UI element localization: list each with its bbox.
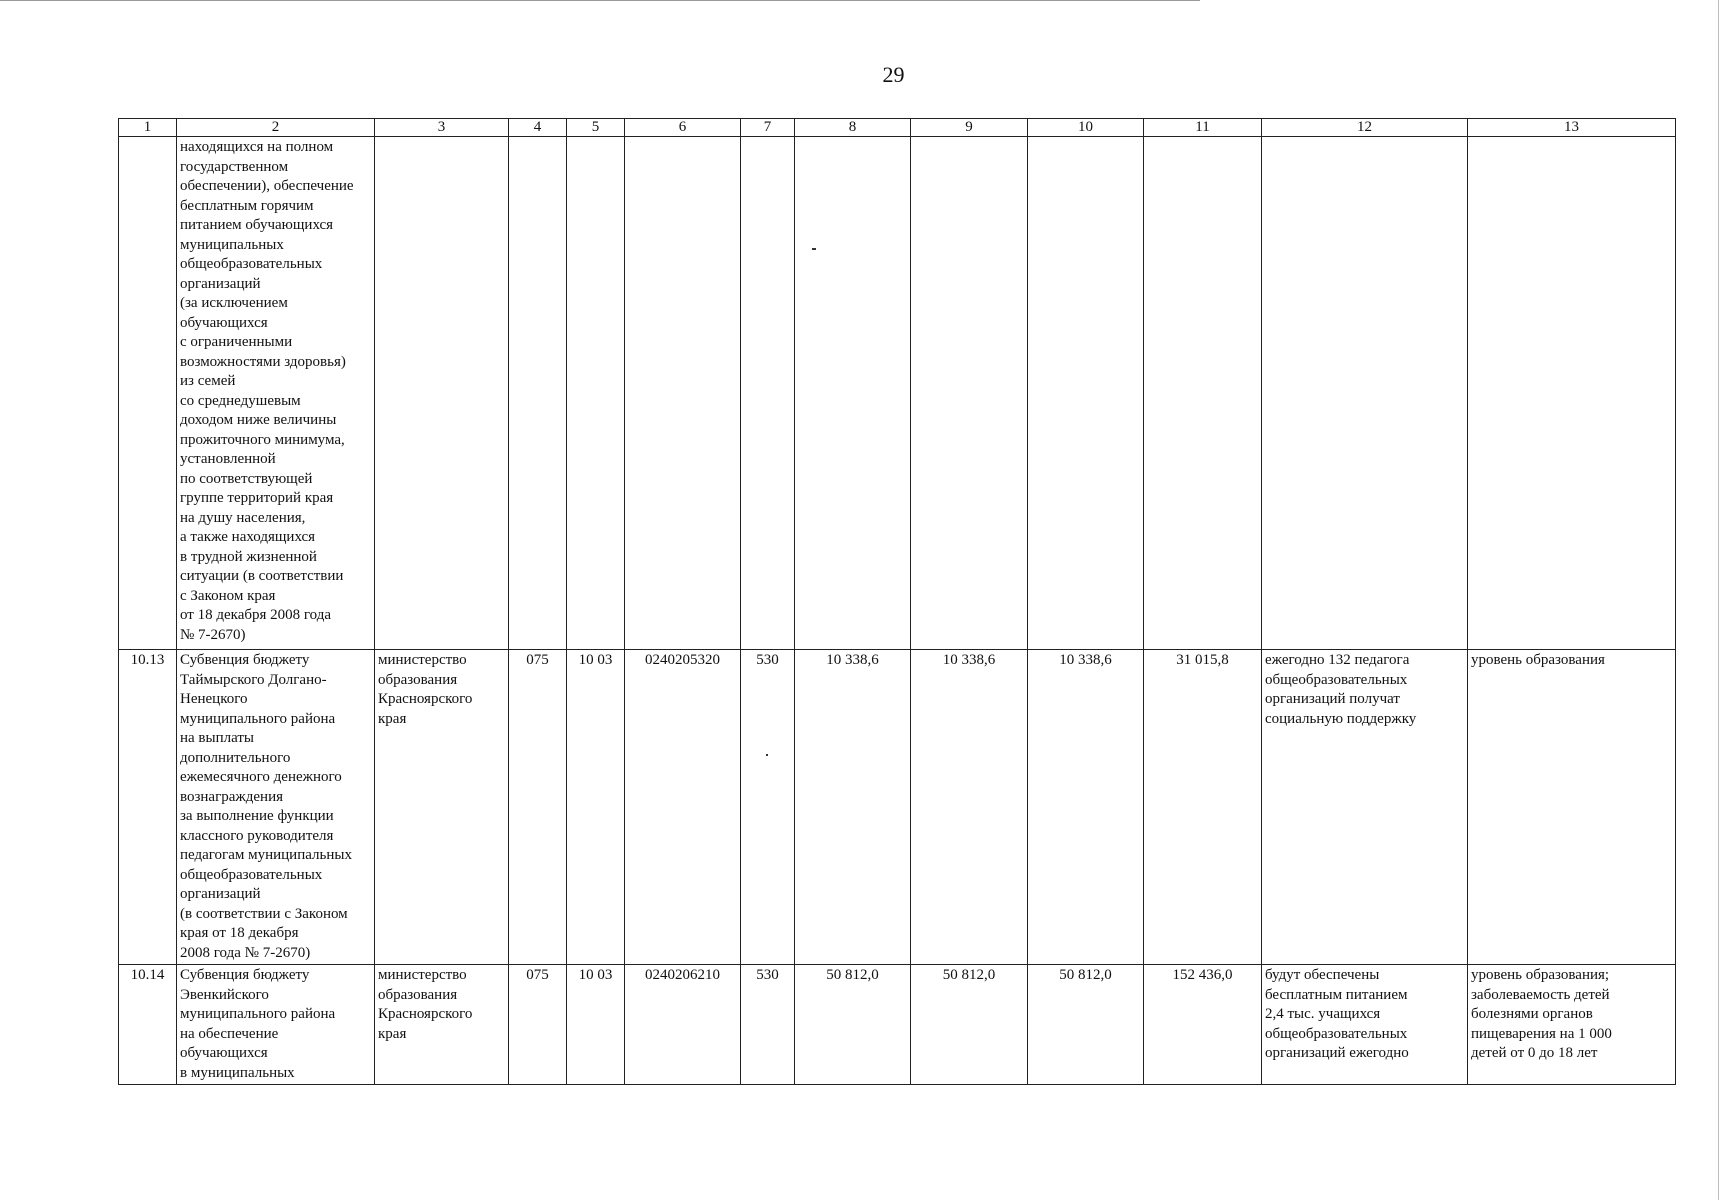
year2-cell: 50 812,0 xyxy=(911,965,1028,1085)
year3-cell xyxy=(1028,137,1144,650)
vr-cell: 530 xyxy=(741,965,795,1085)
year1-cell: 10 338,6 xyxy=(795,650,911,965)
administrator-cell xyxy=(375,137,509,650)
vr-cell xyxy=(741,137,795,650)
header-cell-12: 12 xyxy=(1262,119,1468,137)
indicator-cell: уровень образования xyxy=(1468,650,1676,965)
csr-cell: 0240206210 xyxy=(625,965,741,1085)
row-number-cell: 10.14 xyxy=(119,965,177,1085)
header-cell-2: 2 xyxy=(177,119,375,137)
header-cell-13: 13 xyxy=(1468,119,1676,137)
measure-name-cell: Субвенция бюджету Таймырского Долгано- Ненецкого муниципального района на выплаты дополнительного ежемесячного денежного вознаграждения за выполнение функции классного руководителя педагогам муниципальных общеобразовательных организаций (в соответствии с Законом края от 18 декабря 2008 года № 7-2670) xyxy=(177,650,375,965)
header-cell-8: 8 xyxy=(795,119,911,137)
year3-cell: 50 812,0 xyxy=(1028,965,1144,1085)
scan-edge-top xyxy=(0,0,1200,1)
measure-name-cell: находящихся на полном государственном обеспечении), обеспечение бесплатным горячим питанием обучающихся муниципальных общеобразовательных организаций (за исключением обучающихся с ограниченными возможностями здоровья) из семей со среднедушевым доходом ниже величины прожиточного минимума, установленной по соответствующей группе территорий края на душу населения, а также находящихся в трудной жизненной ситуации (в соответствии с Законом края от 18 декабря 2008 года № 7-2670) xyxy=(177,137,375,650)
table-row-10-14 xyxy=(119,965,1676,1085)
csr-cell: 0240205320 xyxy=(625,650,741,965)
row-number-cell: 10.13 xyxy=(119,650,177,965)
year2-cell xyxy=(911,137,1028,650)
grbs-cell: 075 xyxy=(509,965,567,1085)
total-cell: 31 015,8 xyxy=(1144,650,1262,965)
header-cell-3: 3 xyxy=(375,119,509,137)
administrator-cell: министерство образования Красноярского края xyxy=(375,650,509,965)
indicator-cell: уровень образования; заболеваемость детей болезнями органов пищеварения на 1 000 детей от 0 до 18 лет xyxy=(1468,965,1676,1085)
rzpr-cell: 10 03 xyxy=(567,650,625,965)
row-number-cell xyxy=(119,137,177,650)
header-cell-7: 7 xyxy=(741,119,795,137)
table-row-continued xyxy=(119,137,1676,650)
budget-table xyxy=(118,118,1676,1085)
header-cell-1: 1 xyxy=(119,119,177,137)
header-cell-9: 9 xyxy=(911,119,1028,137)
vr-cell: 530 xyxy=(741,650,795,965)
year3-cell: 10 338,6 xyxy=(1028,650,1144,965)
year1-cell: 50 812,0 xyxy=(795,965,911,1085)
total-cell: 152 436,0 xyxy=(1144,965,1262,1085)
rzpr-cell xyxy=(567,137,625,650)
header-cell-6: 6 xyxy=(625,119,741,137)
csr-cell xyxy=(625,137,741,650)
rzpr-cell: 10 03 xyxy=(567,965,625,1085)
year1-cell xyxy=(795,137,911,650)
total-cell xyxy=(1144,137,1262,650)
grbs-cell: 075 xyxy=(509,650,567,965)
header-cell-5: 5 xyxy=(567,119,625,137)
scan-speck xyxy=(766,754,768,756)
expected-result-cell: будут обеспечены бесплатным питанием 2,4 тыс. учащихся общеобразовательных организаций ежегодно xyxy=(1262,965,1468,1085)
header-cell-4: 4 xyxy=(509,119,567,137)
header-cell-11: 11 xyxy=(1144,119,1262,137)
table-row-10-13 xyxy=(119,650,1676,965)
table-header-row xyxy=(119,119,1676,137)
header-cell-10: 10 xyxy=(1028,119,1144,137)
scan-speck xyxy=(812,248,816,250)
administrator-cell: министерство образования Красноярского края xyxy=(375,965,509,1085)
year2-cell: 10 338,6 xyxy=(911,650,1028,965)
expected-result-cell xyxy=(1262,137,1468,650)
scan-edge-right xyxy=(1718,0,1719,1200)
expected-result-cell: ежегодно 132 педагога общеобразовательных организаций получат социальную поддержку xyxy=(1262,650,1468,965)
page-number: 29 xyxy=(882,62,905,87)
measure-name-cell: Субвенция бюджету Эвенкийского муниципального района на обеспечение обучающихся в муниципальных xyxy=(177,965,375,1085)
indicator-cell xyxy=(1468,137,1676,650)
grbs-cell xyxy=(509,137,567,650)
